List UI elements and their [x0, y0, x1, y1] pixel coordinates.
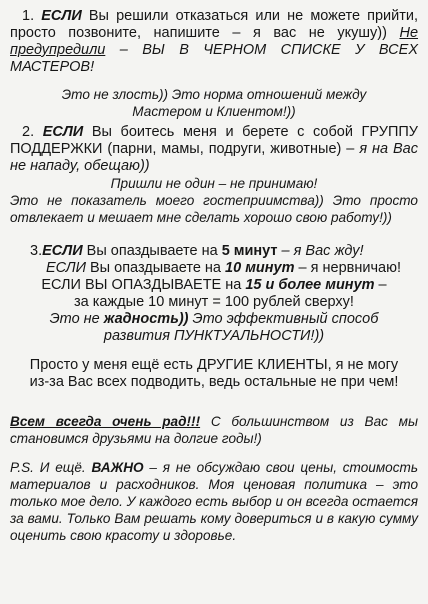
rule-3-5min: 5 минут [221, 243, 278, 259]
rule-3-if: ЕСЛИ [42, 243, 83, 259]
note-1 [10, 86, 418, 120]
rule-2-tail: Это не показатель моего гостеприимства)) Это просто отвлекает и мешает мне сделать хорошо свою работу!)) [10, 193, 418, 225]
note-1-line-1: Это не злость)) Это норма отношений между [61, 87, 367, 102]
rule-3-text-2: Вы опаздываете на [85, 260, 226, 276]
rule-3-wait: – я Вас жду! [277, 243, 364, 259]
ps-text: – я не обсуждаю свои цены, стоимость материалов и расходников. Моя ценовая политика – это только мое дело. У каждого есть выбор и он всегда остается за вами. Только Вам решать кому довериться и в какую сумму оценить свою красоту и здоровье. [10, 460, 418, 543]
rule-3-punctuality: развития ПУНКТУАЛЬНОСТИ!)) [103, 328, 325, 344]
other-clients-line-1: Просто у меня ещё есть ДРУГИЕ КЛИЕНТЫ, я не могу [29, 357, 399, 373]
rule-3-text-3: ЕСЛИ ВЫ ОПАЗДЫВАЕТЕ на [41, 277, 246, 293]
other-clients [10, 357, 418, 391]
rule-3-greed-c: Это эффективный способ [188, 311, 379, 327]
rule-3-greed-b: жадность)) [103, 311, 189, 327]
rule-3-line-1 [10, 243, 418, 260]
rule-1-if: ЕСЛИ [41, 8, 82, 24]
rule-3-10min: 10 минут [225, 260, 295, 276]
ps-important: ВАЖНО [91, 460, 144, 475]
note-1-line-2: Мастером и Клиентом!)) [132, 104, 296, 119]
rule-2-if: ЕСЛИ [42, 124, 84, 140]
rule-1-number: 1. [22, 8, 35, 24]
ps-lead: P.S. И ещё. [10, 460, 92, 475]
rule-3-15min: 15 и более минут [245, 277, 375, 293]
rule-2-body: Вы боитесь меня и берете с собой ГРУППУ ПОДДЕРЖКИ (парни, мамы, подруги, животные) – [10, 124, 418, 157]
rule-3-greed-a: Это не [49, 311, 104, 327]
rule-1 [10, 8, 418, 76]
rule-3-greed [10, 311, 418, 328]
rule-3-fee: за каждые 10 минут = 100 рублей сверху! [74, 294, 354, 310]
rule-3-text-1: Вы опаздываете на [82, 243, 222, 259]
rule-2-promise: я на Вас не нападу, обещаю)) [10, 141, 418, 174]
rule-1-blacklist: – ВЫ В ЧЕРНОМ СПИСКЕ У ВСЕХ МАСТЕРОВ! [10, 42, 418, 75]
glad-bold: Всем всегда очень рад!!! [10, 414, 201, 429]
other-clients-line-2: из-за Вас всех подводить, ведь остальные не при чем! [29, 374, 399, 390]
rule-3-line-3 [10, 277, 418, 294]
rule-2-centered: Пришли не один – не принимаю! [110, 176, 318, 191]
rule-2-text [10, 124, 418, 175]
rule-1-warning: Не предупредили [10, 25, 419, 58]
rule-3-line-2 [10, 260, 418, 277]
rule-3-if-2: ЕСЛИ [46, 260, 86, 276]
rule-3-dash: – [374, 277, 387, 293]
ps-note [10, 459, 418, 544]
rule-3 [10, 243, 418, 345]
rule-3-number: 3. [30, 243, 43, 259]
rule-1-text: Вы решили отказаться или не можете прийти, просто позвоните, напишите – я вас не укушу)) [10, 8, 419, 41]
rule-2 [10, 124, 418, 226]
rule-2-number: 2. [22, 124, 35, 140]
rule-3-nervous: – я нервничаю! [294, 260, 401, 276]
glad-text: С большинством из Вас мы становимся друзьями на долгие годы!) [10, 414, 418, 446]
glad-note [10, 413, 418, 447]
